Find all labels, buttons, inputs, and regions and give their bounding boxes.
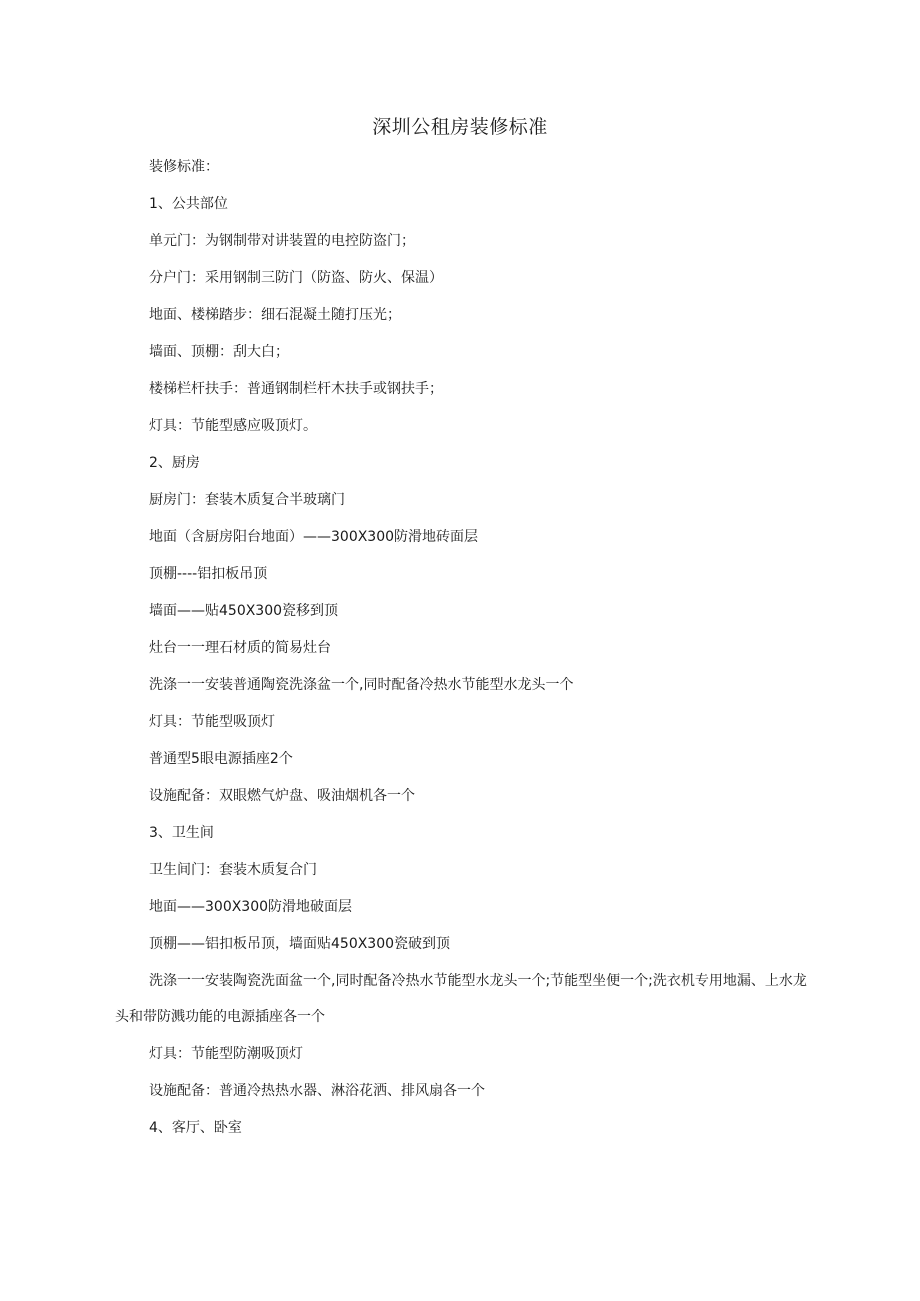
paragraph: 灯具：节能型防潮吸顶灯 — [149, 1046, 303, 1062]
paragraph: 地面——300X300防滑地破面层 — [149, 899, 353, 915]
paragraph: 墙面——贴450X300瓷移到顶 — [149, 603, 339, 619]
paragraph: 单元门：为钢制带对讲装置的电控防盗门； — [149, 233, 415, 249]
paragraph: 卫生间门：套装木质复合门 — [149, 862, 317, 878]
paragraph: 厨房门：套装木质复合半玻璃门 — [149, 492, 345, 508]
document-title: 深圳公租房装修标准 — [372, 116, 548, 138]
paragraph: 楼梯栏杆扶手：普通钢制栏杆木扶手或钢扶手； — [149, 381, 443, 397]
paragraph: 地面、楼梯踏步：细石混凝土随打压光； — [149, 307, 401, 323]
paragraph: 墙面、顶棚：刮大白； — [149, 344, 289, 360]
section-heading-living-bedroom: 4、客厅、卧室 — [149, 1120, 242, 1136]
paragraph: 设施配备：普通冷热热水器、淋浴花洒、排风扇各一个 — [149, 1083, 485, 1099]
document-body — [115, 157, 815, 1155]
paragraph: 普通型5眼电源插座2个 — [149, 751, 293, 767]
paragraph: 顶棚----铝扣板吊顶 — [149, 566, 268, 582]
section-heading-public-areas: 1、公共部位 — [149, 196, 228, 212]
paragraph-intro: 装修标准： — [149, 159, 219, 175]
paragraph: 分户门：采用钢制三防门（防盗、防火、保温） — [149, 270, 443, 286]
paragraph: 洗涤一一安装陶瓷洗面盆一个,同时配备冷热水节能型水龙头一个;节能型坐便一个;洗衣机专用地漏、上水龙头和带防溅功能的电源插座各一个 — [115, 973, 807, 1025]
paragraph: 顶棚——铝扣板吊顶，墙面贴450X300瓷破到顶 — [149, 936, 451, 952]
paragraph: 设施配备：双眼燃气炉盘、吸油烟机各一个 — [149, 788, 415, 804]
section-heading-kitchen: 2、厨房 — [149, 455, 200, 471]
section-heading-bathroom: 3、卫生间 — [149, 825, 214, 841]
paragraph: 洗涤一一安装普通陶瓷洗涤盆一个,同时配备冷热水节能型水龙头一个 — [149, 677, 574, 693]
paragraph: 灯具：节能型感应吸顶灯。 — [149, 418, 317, 434]
paragraph: 地面（含厨房阳台地面）——300X300防滑地砖面层 — [149, 529, 479, 545]
paragraph: 灶台一一理石材质的简易灶台 — [149, 640, 331, 656]
paragraph: 灯具：节能型吸顶灯 — [149, 714, 275, 730]
